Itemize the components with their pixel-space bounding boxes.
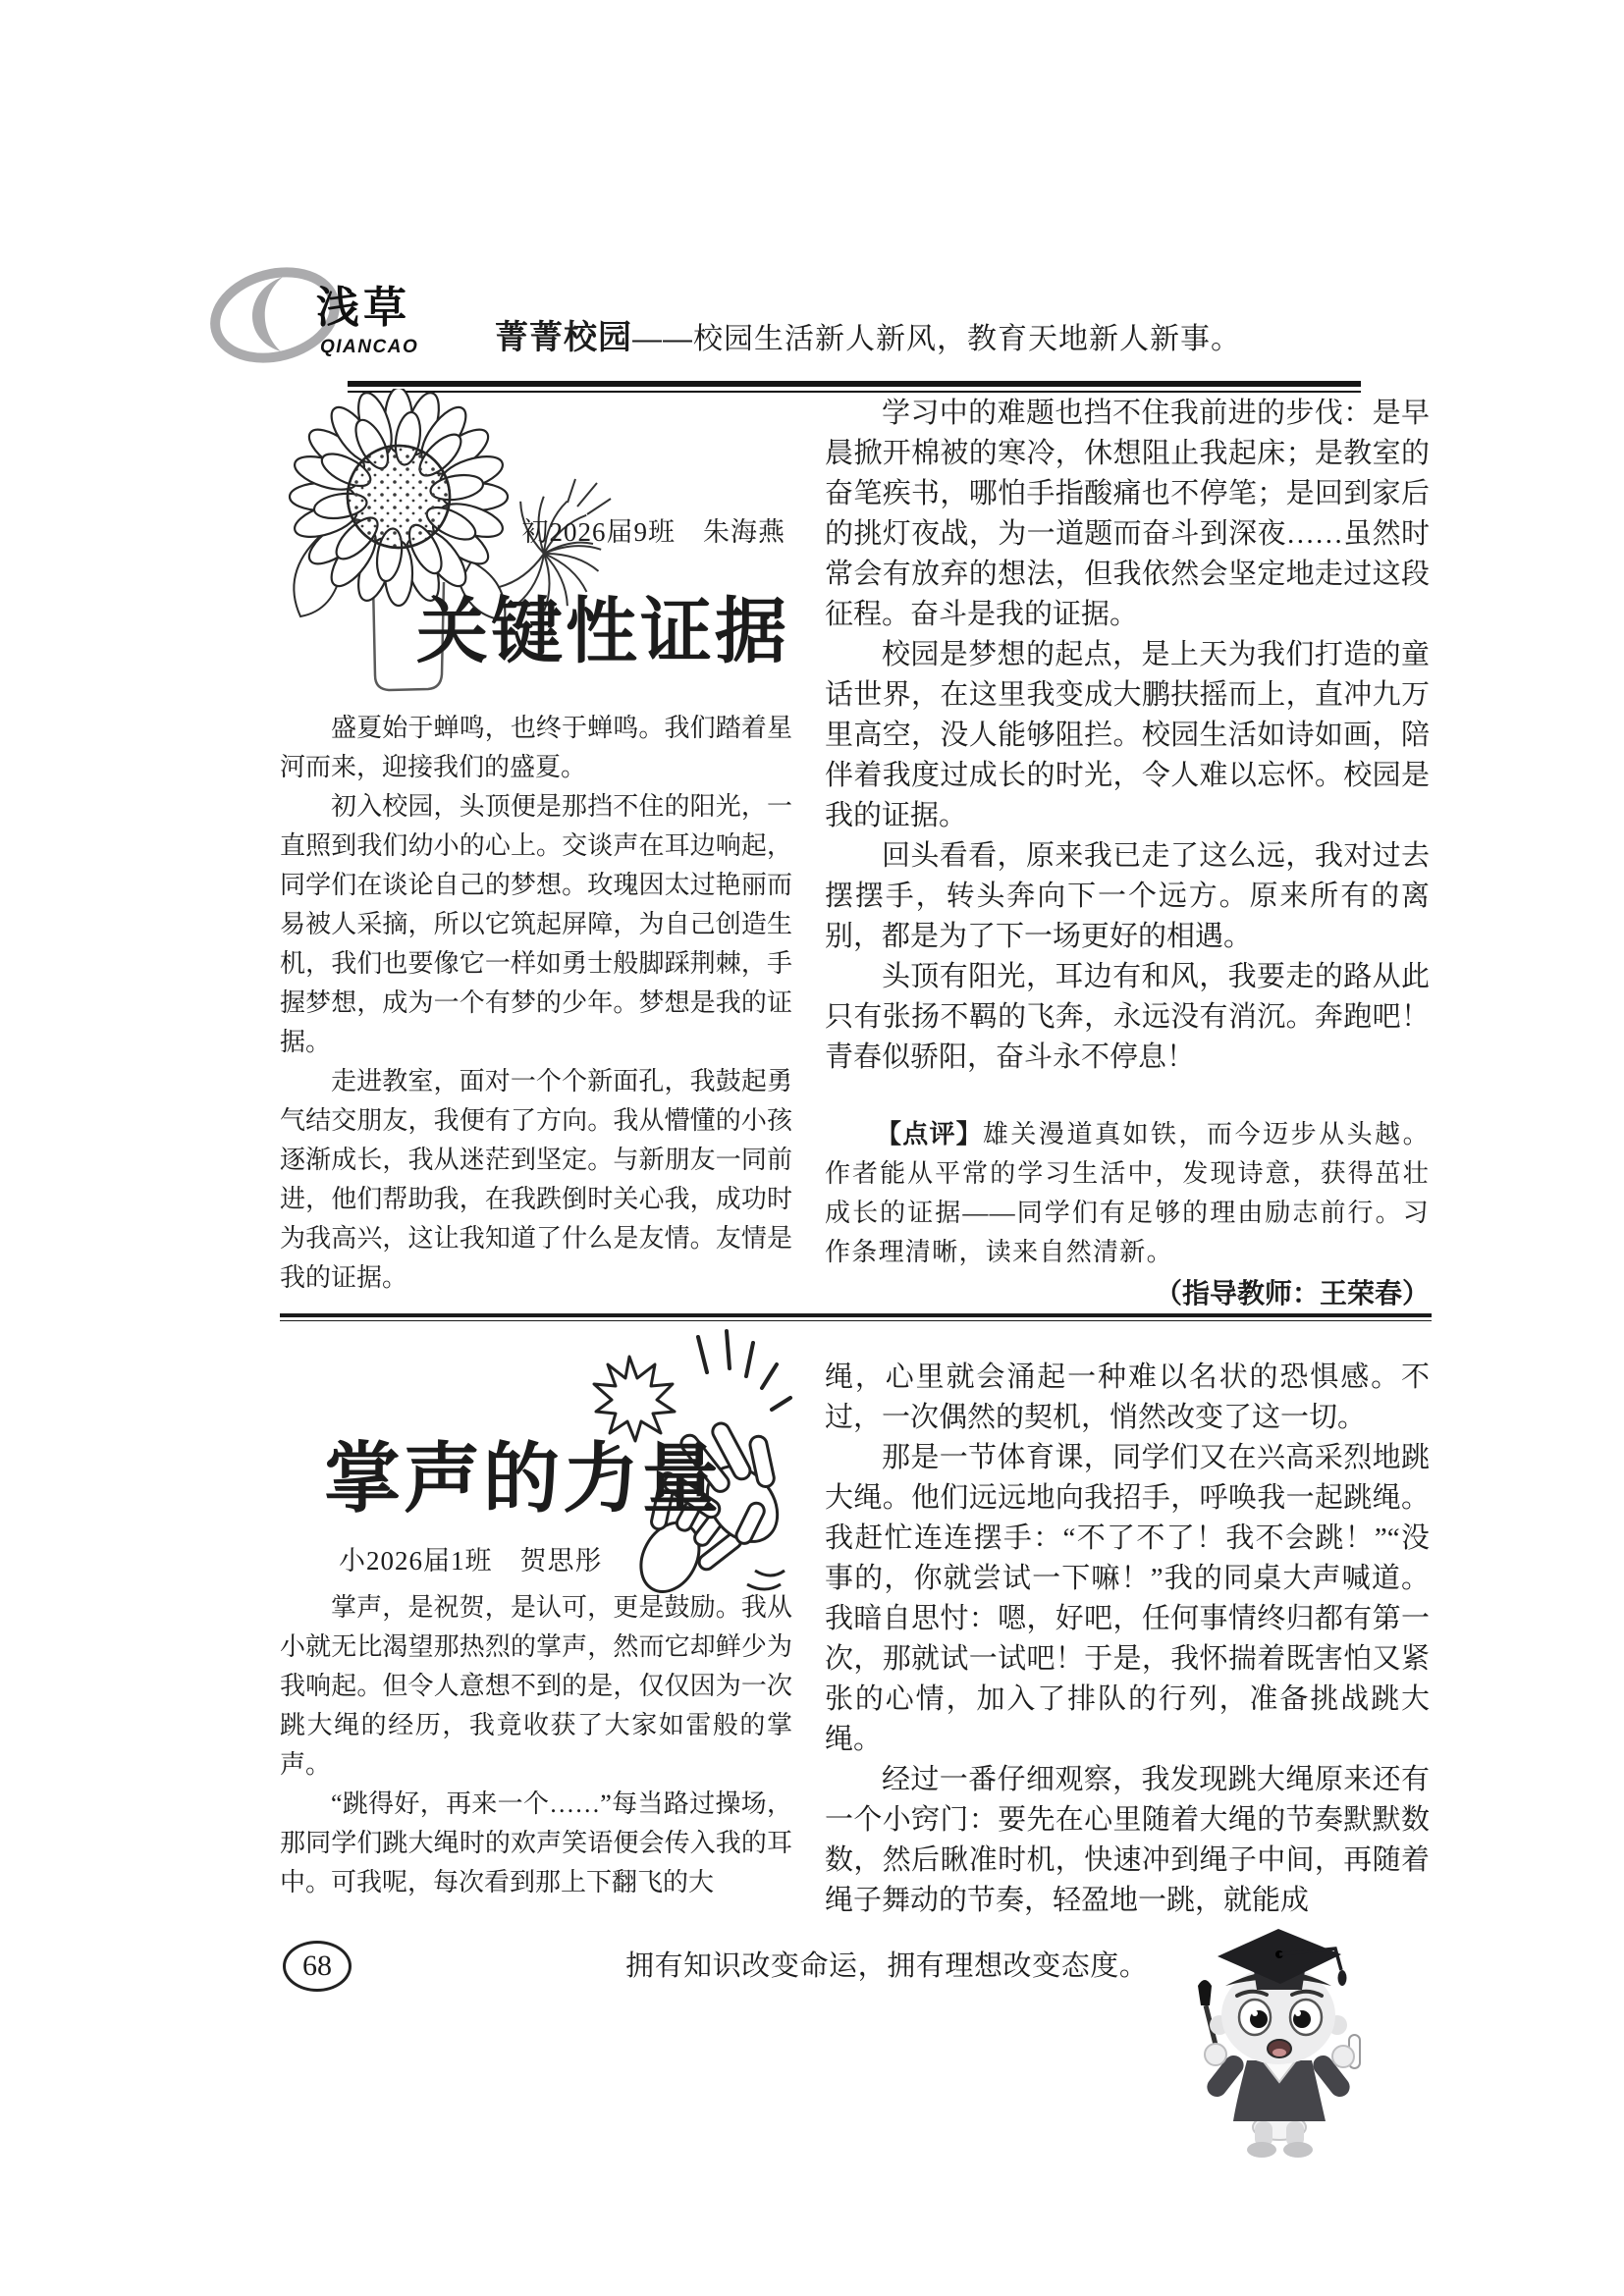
paragraph: 初入校园，头顶便是那挡不住的阳光，一直照到我们幼小的心上。交谈声在耳边响起，同学们在谈论自己的梦想。玫瑰因太过艳丽而易被人采摘，所以它筑起屏障，为自己创造生机，我们也要像它一样如勇士般脚踩荆棘，手握梦想，成为一个有梦的少年。梦想是我的证据。 — [280, 792, 792, 1056]
section-masthead — [495, 310, 1261, 358]
comment-text: 雄关漫道真如铁，而今迈步从头越。作者能从平常的学习生活中，发现诗意，获得茁壮成长的证据——同学们有足够的理由励志前行。习作条理清晰，读来自然清新。 — [825, 1120, 1430, 1266]
article2-left-column — [280, 1588, 792, 1902]
logo-en-text: QIANCAO — [320, 337, 419, 357]
article1-left-column — [280, 709, 792, 1298]
page-number: 68 — [302, 1949, 332, 1982]
section-title: 菁菁校园 — [495, 319, 632, 356]
qiancao-logo — [206, 261, 481, 367]
page-number-badge — [283, 1941, 352, 1992]
section-tagline: ——校园生活新人新风，教育天地新人新事。 — [632, 323, 1241, 355]
paragraph: 经过一番仔细观察，我发现跳大绳原来还有一个小窍门：要先在心里随着大绳的节奏默默数数，然后瞅准时机，快速冲到绳子中间，再随着绳子舞动的节奏，轻盈地一跳，就能成 — [825, 1764, 1430, 1916]
paragraph: 那是一节体育课，同学们又在兴高采烈地跳大绳。他们远远地向我招手，呼唤我一起跳绳。我赶忙连连摆手：“不了不了！我不会跳！”“没事的，你就尝试一下嘛！”我的同桌大声喊道。我暗自思忖：嗯，好吧，任何事情终归都有第一次，那就试一试吧！于是，我怀揣着既害怕又紧张的心情，加入了排队的行列，准备挑战跳大绳。 — [825, 1442, 1430, 1755]
logo-cn-text: 浅草 — [316, 284, 410, 332]
paragraph: 回头看看，原来我已走了这么远，我对过去摆摆手，转头奔向下一个远方。原来所有的离别，都是为了下一场更好的相遇。 — [825, 840, 1430, 952]
comment-label: 【点评】 — [876, 1120, 983, 1148]
paragraph: 头顶有阳光，耳边有和风，我要走的路从此只有张扬不羁的飞奔，永远没有消沉。奔跑吧！青春似骄阳，奋斗永不停息！ — [825, 961, 1430, 1073]
article1-teacher-credit: （指导教师：王荣春） — [1154, 1278, 1430, 1308]
article1-title: 关键性证据 — [416, 592, 789, 671]
article1-byline: 初2026届9班 朱海燕 — [521, 517, 785, 547]
article1-right-column — [825, 394, 1430, 1078]
paragraph: 盛夏始于蝉鸣，也终于蝉鸣。我们踏着星河而来，迎接我们的盛夏。 — [280, 714, 792, 781]
footer-motto: 拥有知识改变命运，拥有理想改变态度。 — [625, 1950, 1149, 1982]
article2-title: 掌声的力量 — [324, 1435, 723, 1522]
graduate-mascot-illustration — [1168, 1907, 1389, 2158]
paragraph: 走进教室，面对一个个新面孔，我鼓起勇气结交朋友，我便有了方向。我从懵懂的小孩逐渐成长，我从迷茫到坚定。与新朋友一同前进，他们帮助我，在我跌倒时关心我，成功时为我高兴，这让我知道了什么是友情。友情是我的证据。 — [280, 1067, 792, 1292]
article1-editor-comment — [825, 1115, 1430, 1272]
paragraph: 学习中的难题也挡不住我前进的步伐：是早晨掀开棉被的寒冷，休想阻止我起床；是教室的奋笔疾书，哪怕手指酸痛也不停笔；是回到家后的挑灯夜战，为一道题而奋斗到深夜……虽然时常会有放弃的想法，但我依然会坚定地走过这段征程。奋斗是我的证据。 — [825, 398, 1430, 630]
comment-paragraph — [825, 1115, 1430, 1272]
paragraph: 校园是梦想的起点，是上天为我们打造的童话世界，在这里我变成大鹏扶摇而上，直冲九万里高空，没人能够阻拦。校园生活如诗如画，陪伴着我度过成长的时光，令人难以忘怀。校园是我的证据。 — [825, 639, 1430, 831]
paragraph: “跳得好，再来一个……”每当路过操场，那同学们跳大绳时的欢声笑语便会传入我的耳中。可我呢，每次看到那上下翻飞的大 — [280, 1789, 792, 1896]
article2-right-column — [825, 1358, 1430, 1921]
paragraph: 掌声，是祝贺，是认可，更是鼓励。我从小就无比渴望那热烈的掌声，然而它却鲜少为我响起。但令人意想不到的是，仅仅因为一次跳大绳的经历，我竟收获了大家如雷般的掌声。 — [280, 1593, 792, 1779]
article-divider-rule — [280, 1313, 1432, 1321]
paragraph: 绳，心里就会涌起一种难以名状的恐惧感。不过，一次偶然的契机，悄然改变了这一切。 — [825, 1362, 1430, 1433]
article2-byline: 小2026届1班 贺思彤 — [339, 1546, 603, 1575]
